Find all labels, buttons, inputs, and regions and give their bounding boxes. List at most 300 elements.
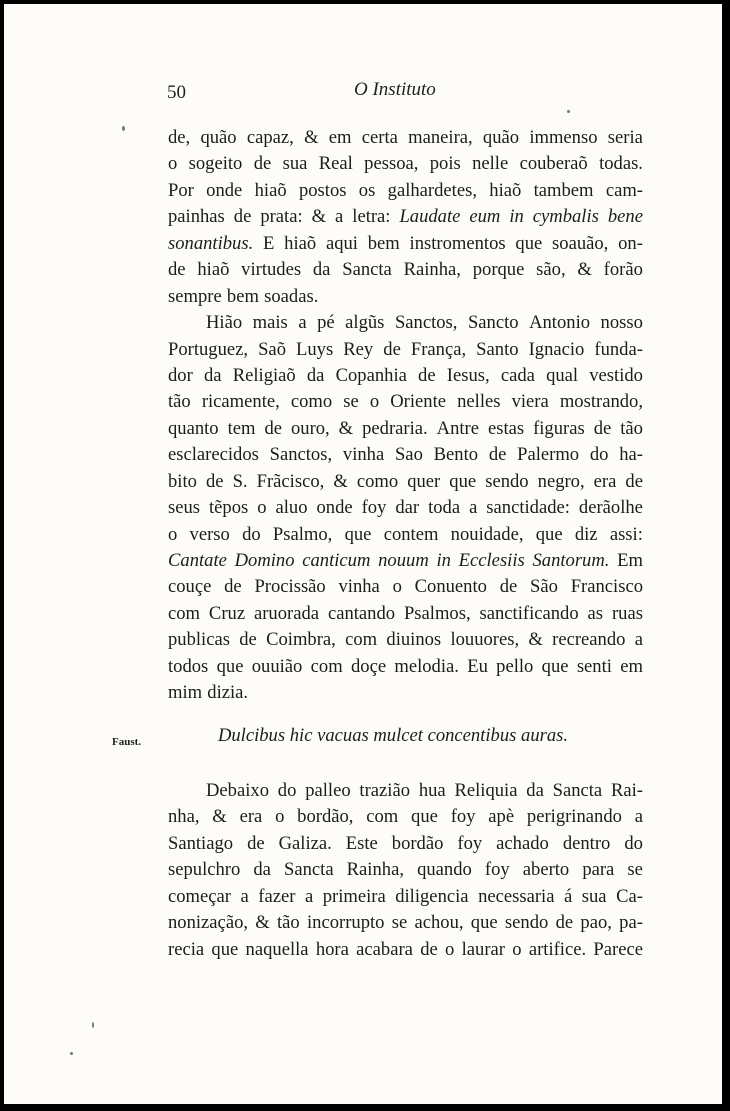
text-line	[168, 601, 643, 627]
word: canticum	[302, 550, 371, 571]
word: Portuguez,	[168, 338, 249, 360]
word: Sancta	[284, 859, 334, 881]
text-line	[168, 857, 643, 883]
word: Antre	[436, 417, 479, 439]
text-line	[168, 831, 643, 857]
word: de	[625, 470, 643, 492]
word: Santiago	[168, 832, 234, 854]
word: sanctificando	[479, 602, 579, 624]
word: contem	[383, 523, 439, 545]
word: Parece	[593, 938, 643, 960]
word: estas	[487, 417, 525, 439]
word: começar	[168, 885, 231, 907]
word: diuinos	[386, 629, 442, 651]
word: pessoa,	[364, 153, 419, 175]
word: certa	[361, 127, 398, 148]
word: França,	[410, 338, 467, 360]
word: Ca-	[616, 885, 643, 907]
text-line	[168, 416, 643, 442]
word: do	[277, 780, 297, 801]
word: instromentos	[409, 232, 506, 254]
word: hua	[418, 780, 446, 801]
word: Em	[617, 550, 643, 571]
word: letra:	[352, 206, 391, 228]
word: com	[168, 602, 201, 624]
word: Sancta	[342, 259, 392, 281]
word: a	[298, 312, 307, 334]
word: Palermo	[517, 444, 580, 466]
word: que	[411, 806, 438, 828]
word: que	[535, 523, 563, 545]
word: achado	[496, 832, 549, 854]
word: immenso	[529, 127, 598, 148]
paragraph-3	[168, 778, 643, 963]
word: algũs	[345, 312, 385, 334]
word: de	[418, 364, 436, 386]
word: cam-	[605, 179, 643, 201]
word: Rey	[343, 338, 374, 360]
word: Francisco	[570, 576, 643, 598]
word: de	[420, 938, 438, 960]
word: sendo	[485, 470, 529, 492]
word: de	[555, 912, 574, 934]
word: hiaõ	[197, 259, 230, 281]
word: o	[445, 938, 455, 960]
word: foy	[457, 832, 483, 854]
word: Sanctos,	[394, 312, 458, 334]
text-line	[168, 910, 643, 936]
word: apè	[488, 806, 515, 828]
word: assi:	[609, 523, 643, 545]
word: sanctidade:	[486, 497, 570, 519]
word: vinha	[342, 444, 385, 466]
word: doçe	[350, 655, 387, 677]
word: da	[253, 859, 271, 881]
word: como	[356, 470, 399, 492]
text-line	[168, 680, 643, 706]
text-line	[168, 310, 643, 336]
word: Eu	[467, 655, 488, 677]
word: Sao	[394, 444, 423, 466]
word: couberaõ	[519, 153, 588, 175]
word: pello	[496, 655, 534, 677]
word: dar	[395, 497, 420, 519]
text-line	[168, 363, 643, 389]
word: Laudate	[399, 206, 461, 228]
word: artifice.	[528, 938, 587, 960]
word: sempre	[168, 285, 222, 307]
word: que	[449, 470, 477, 492]
word: recreando	[552, 629, 626, 651]
word: bordão,	[297, 806, 354, 828]
word: a	[469, 497, 478, 519]
word: que	[515, 232, 543, 254]
word: acabara	[356, 938, 413, 960]
word: Rai-	[610, 780, 643, 801]
word: da	[203, 364, 222, 386]
word: eum	[469, 206, 501, 228]
paragraph-2	[168, 310, 643, 707]
word: Bento	[433, 444, 479, 466]
word: tão	[277, 912, 300, 934]
word: negro,	[537, 470, 585, 492]
word: aqui	[325, 232, 358, 254]
word: verso	[189, 523, 230, 545]
word: painhas	[168, 206, 225, 228]
word: nonização,	[168, 912, 249, 934]
word: da	[526, 780, 544, 801]
word: Por	[168, 179, 194, 201]
margin-note: Faust.	[112, 736, 142, 748]
word: senti	[576, 655, 612, 677]
text-line	[168, 231, 643, 257]
word: cymbalis	[532, 206, 599, 228]
word: de	[488, 444, 507, 466]
word: cada	[500, 364, 535, 386]
word: recia	[168, 938, 205, 960]
word: o	[512, 938, 522, 960]
word: do	[624, 832, 643, 854]
word: &	[338, 417, 354, 439]
word: primeira	[322, 885, 386, 907]
word: quão	[200, 127, 237, 148]
word: como	[290, 391, 333, 413]
word: Santo	[476, 338, 519, 360]
word: in	[436, 550, 451, 571]
paper-speck	[92, 1022, 94, 1028]
word: á	[563, 885, 573, 907]
word: era	[593, 470, 617, 492]
word: com	[345, 629, 378, 651]
word: &	[212, 806, 227, 828]
word: incorrupto	[307, 912, 385, 934]
word: Hião	[206, 312, 243, 334]
text-line	[168, 574, 643, 600]
word: postos	[298, 179, 347, 201]
word: com	[310, 655, 343, 677]
word: louuores,	[450, 629, 520, 651]
word: mostrando,	[559, 391, 643, 413]
word: em	[328, 127, 352, 148]
word: Oriente	[390, 391, 447, 413]
word: de	[253, 153, 272, 175]
second-text-block	[168, 778, 643, 963]
word: capaz,	[246, 127, 294, 148]
word: E	[263, 232, 275, 254]
text-line	[168, 284, 643, 310]
word: todos	[168, 655, 209, 677]
word: de	[593, 417, 612, 439]
word: pao,	[580, 912, 612, 934]
word: as	[587, 602, 604, 624]
word: em	[620, 655, 643, 677]
word: Domino	[234, 550, 295, 571]
word: seria	[607, 127, 643, 148]
word: quer	[407, 470, 441, 492]
word: Santorum.	[532, 550, 610, 571]
word: aberto	[522, 859, 570, 881]
word: bem	[367, 232, 400, 254]
word: sendo	[504, 912, 549, 934]
word: era	[239, 806, 263, 828]
word: Rainha,	[403, 259, 461, 281]
word: a	[335, 206, 344, 228]
word: ricamente,	[201, 391, 280, 413]
word: de	[499, 576, 518, 598]
word: fazer	[258, 885, 296, 907]
word: pedraria.	[362, 417, 428, 439]
text-line	[168, 178, 643, 204]
word: &	[311, 206, 327, 228]
word: onde	[206, 179, 243, 201]
text-line	[168, 151, 643, 177]
word: forão	[603, 259, 643, 281]
word: de	[168, 259, 186, 281]
word: a	[304, 885, 314, 907]
page-number: 50	[167, 82, 186, 103]
word: vinha	[338, 576, 380, 598]
word: que	[211, 938, 239, 960]
word: se	[391, 912, 408, 934]
verse-quotation	[4, 725, 726, 747]
word: nouidade,	[450, 523, 524, 545]
text-line	[168, 654, 643, 680]
word: Sancta	[552, 780, 603, 801]
word: hiaõ	[254, 179, 287, 201]
word: &	[528, 629, 543, 651]
word: mim	[168, 682, 203, 704]
word: achou,	[414, 912, 464, 934]
word: qual	[546, 364, 579, 386]
word: quando	[417, 859, 472, 881]
word: Frãcisco,	[256, 470, 325, 492]
word: hiaõ	[284, 232, 317, 254]
word: dizia.	[207, 682, 249, 704]
word: on-	[618, 232, 643, 254]
word: da	[312, 259, 331, 281]
word: o	[275, 806, 285, 828]
text-line	[168, 804, 643, 830]
word: que	[470, 912, 498, 934]
word: de	[233, 206, 252, 228]
word: diz	[574, 523, 598, 545]
word: foy	[361, 497, 387, 519]
word: o	[168, 523, 178, 545]
word: dor	[168, 364, 193, 386]
word: Procissão	[254, 576, 326, 598]
word: bene	[607, 206, 643, 228]
word: couçe	[168, 576, 212, 598]
word: pa-	[619, 912, 643, 934]
word: quanto	[168, 417, 219, 439]
word: sogeito	[188, 153, 243, 175]
word: bordão	[391, 832, 444, 854]
word: nha,	[168, 806, 200, 828]
word: o	[392, 576, 402, 598]
text-line	[168, 337, 643, 363]
word: nelles	[457, 391, 501, 413]
word: figuras	[533, 417, 585, 439]
paper-speck	[70, 1052, 73, 1055]
word: ouuião	[251, 655, 303, 677]
word: trazião	[359, 780, 411, 801]
word: Rainha,	[346, 859, 404, 881]
text-line	[168, 495, 643, 521]
word: Copanhia	[335, 364, 407, 386]
word: os	[358, 179, 376, 201]
text-line	[168, 522, 643, 548]
word: ruas	[611, 602, 643, 624]
word: com	[366, 806, 399, 828]
word: melodia.	[394, 655, 459, 677]
text-line	[168, 469, 643, 495]
word: se	[343, 391, 359, 413]
word: onde	[316, 497, 353, 519]
word: soauão,	[552, 232, 609, 254]
word: funda-	[594, 338, 643, 360]
word: Sanctos,	[269, 444, 333, 466]
word: do	[589, 444, 609, 466]
main-text-block	[168, 125, 643, 707]
word: nosso	[600, 312, 643, 334]
paper-speck	[567, 110, 570, 113]
word: hiaõ	[489, 179, 522, 201]
word: aluo	[275, 497, 308, 519]
word: de	[224, 576, 242, 598]
word: de	[383, 338, 401, 360]
word: perigrinando	[526, 806, 622, 828]
word: dentro	[562, 832, 611, 854]
text-line	[168, 548, 643, 574]
word: esclarecidos	[168, 444, 259, 466]
word: pois	[429, 153, 461, 175]
word: sepulchro	[168, 859, 241, 881]
word: ha-	[619, 444, 643, 466]
word: tẽpos	[209, 497, 249, 519]
word: toda	[428, 497, 461, 519]
word: o	[257, 497, 267, 519]
word: todas.	[599, 153, 643, 175]
word: Este	[345, 832, 378, 854]
word: mais	[252, 312, 288, 334]
word: do	[242, 523, 261, 545]
text-line	[168, 442, 643, 468]
text-line	[168, 884, 643, 910]
word: Coimbra,	[266, 629, 336, 651]
word: soadas.	[264, 285, 319, 307]
word: Galiza.	[278, 832, 332, 854]
word: da	[306, 364, 325, 386]
word: para	[582, 859, 615, 881]
text-line	[168, 778, 643, 804]
word: Luys	[296, 338, 334, 360]
word: bem	[226, 285, 259, 307]
word: viera	[511, 391, 549, 413]
word: Psalmo,	[272, 523, 333, 545]
word: Ecclesiis	[458, 550, 525, 571]
word: Debaixo	[206, 780, 269, 801]
word: Real	[318, 153, 353, 175]
word: laurar	[461, 938, 505, 960]
word: tambem	[533, 179, 594, 201]
word: que	[541, 655, 569, 677]
text-line	[168, 389, 643, 415]
word: tão	[168, 391, 191, 413]
word: Conuento	[414, 576, 487, 598]
word: pé	[317, 312, 335, 334]
word: Saõ	[258, 338, 286, 360]
word: &	[333, 470, 348, 492]
word: se	[627, 859, 643, 881]
word: diligencia	[395, 885, 469, 907]
paragraph-1	[168, 125, 643, 310]
word: foy	[450, 806, 476, 828]
word: bito	[168, 470, 197, 492]
word: de	[205, 470, 224, 492]
verse-text: Dulcibus hic vacuas mulcet concentibus auras.	[217, 725, 569, 746]
word: a	[634, 629, 643, 651]
word: necessaria	[478, 885, 555, 907]
text-line	[168, 125, 643, 151]
text-line	[168, 937, 643, 963]
word: publicas	[168, 629, 230, 651]
word: são,	[536, 259, 566, 281]
word: a	[634, 806, 643, 828]
word: Cruz	[208, 602, 246, 624]
word: tão	[620, 417, 643, 439]
word: aruorada	[253, 602, 320, 624]
word: seus	[168, 497, 201, 519]
word: Cantate	[168, 550, 227, 571]
word: que	[216, 655, 244, 677]
word: Reliquia	[454, 780, 518, 801]
word: virtudes	[241, 259, 302, 281]
word: porque	[472, 259, 525, 281]
word: São	[530, 576, 558, 598]
word: Sancto	[467, 312, 519, 334]
word: o	[168, 153, 178, 175]
text-line	[168, 627, 643, 653]
word: a	[240, 885, 249, 907]
word: vestido	[589, 364, 643, 386]
word: Religiaõ	[232, 364, 296, 386]
word: hora	[315, 938, 349, 960]
word: prata:	[260, 206, 303, 228]
word: &	[304, 127, 319, 148]
running-title: O Instituto	[354, 79, 436, 100]
word: foy	[484, 859, 510, 881]
word: S.	[232, 470, 248, 492]
word: derãolhe	[578, 497, 643, 519]
word: galhardetes,	[387, 179, 477, 201]
word: in	[509, 206, 524, 228]
word: sonantibus.	[168, 232, 254, 254]
word: de	[247, 832, 265, 854]
word: &	[255, 912, 270, 934]
word: de	[239, 629, 257, 651]
word: sua	[581, 885, 607, 907]
word: de	[264, 417, 282, 439]
word: &	[577, 259, 592, 281]
text-line	[168, 257, 643, 283]
word: de,	[168, 127, 191, 148]
word: Antonio	[529, 312, 591, 334]
text-line	[168, 204, 643, 230]
word: maneira,	[408, 127, 473, 148]
word: ouro,	[290, 417, 330, 439]
word: Psalmos,	[403, 602, 471, 624]
word: palleo	[305, 780, 351, 801]
